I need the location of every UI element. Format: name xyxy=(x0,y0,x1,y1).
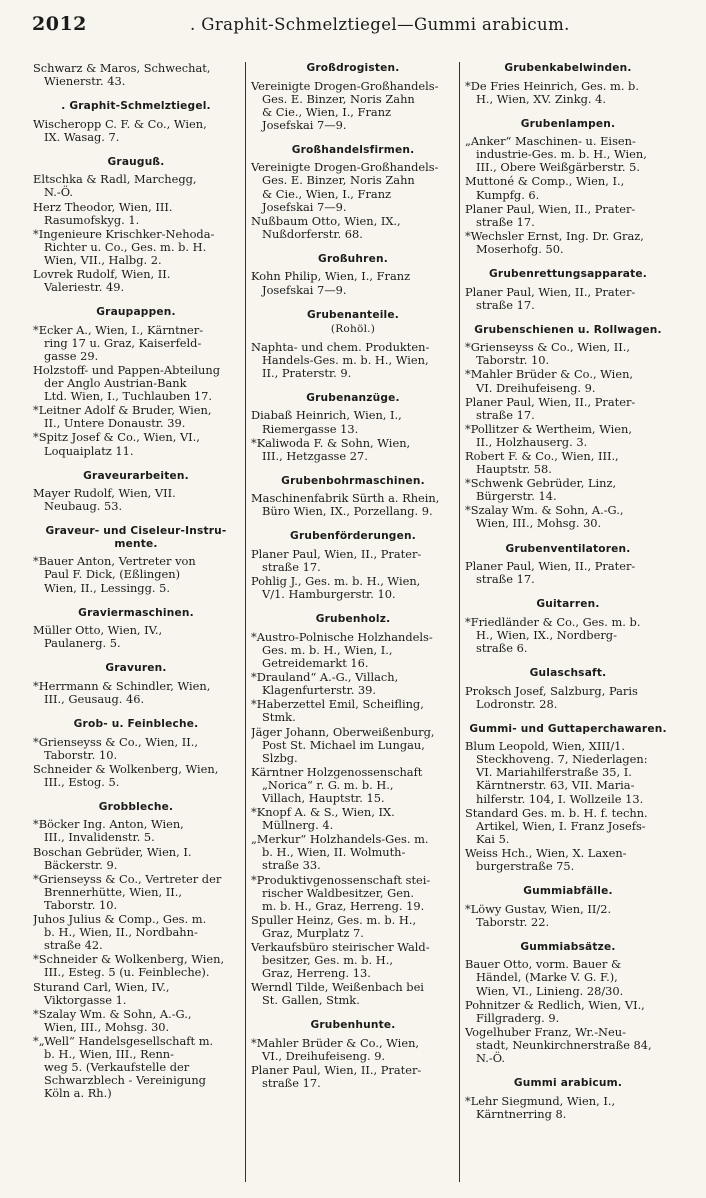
section-heading: Grubenanteile. xyxy=(307,308,399,321)
entry-address-line: III., Hetzgasse 27. xyxy=(262,448,368,463)
directory-entry xyxy=(465,368,671,394)
directory-entry xyxy=(251,548,455,574)
entry-address-line: III., Geusaug. 46. xyxy=(44,691,145,706)
entry-address-line: straße 17. xyxy=(476,572,535,587)
directory-entry xyxy=(33,763,239,789)
directory-entry xyxy=(33,268,239,294)
directory-entry xyxy=(251,631,455,670)
section-heading: Graviermaschinen. xyxy=(78,606,194,619)
entry-address-line: H., Wien, IX., Nordberg- xyxy=(476,627,617,642)
entry-firm-name: *Friedländer & Co., Ges. m. b. xyxy=(465,614,641,629)
section-heading: Grubenventilatoren. xyxy=(505,542,631,555)
entry-address-line: St. Gallen, Stmk. xyxy=(262,993,360,1008)
section-heading: Großdrogisten. xyxy=(306,62,400,74)
section-heading: Guitarren. xyxy=(536,598,600,611)
section-heading: Grubenbohrmaschinen. xyxy=(281,474,425,487)
entry-address-line: Paul F. Dick, (Eßlingen) xyxy=(44,567,181,582)
section-heading: Gummi- und Guttaperchawaren. xyxy=(469,722,667,735)
directory-entry xyxy=(465,504,671,530)
directory-entry xyxy=(251,1037,455,1063)
entry-firm-name: Naphta- und chem. Produkten- xyxy=(251,339,430,354)
entry-address-line: Richter u. Co., Ges. m. b. H. xyxy=(44,239,207,254)
entry-firm-name: Sturand Carl, Wien, IV., xyxy=(33,979,170,994)
entry-firm-name: Blum Leopold, Wien, XIII/1. xyxy=(465,739,626,754)
directory-entry xyxy=(251,409,455,435)
directory-entry xyxy=(251,671,455,697)
directory-entry xyxy=(33,846,239,872)
section-heading: Grob- u. Feinbleche. xyxy=(73,718,199,730)
entry-firm-name: *Grienseyss & Co., Vertreter der xyxy=(33,871,222,886)
entry-firm-name: Eltschka & Radl, Marchegg, xyxy=(33,172,197,187)
entry-firm-name: *Grienseyss & Co., Wien, II., xyxy=(33,734,198,749)
entry-address-line: Rasumofskyg. 1. xyxy=(44,212,140,227)
entry-address-line: Brennerhütte, Wien, II., xyxy=(44,884,182,899)
entry-address-line: Post St. Michael im Lungau, xyxy=(262,737,425,752)
entry-address-line: VI., Dreihufeiseng. 9. xyxy=(262,1049,386,1064)
entry-firm-name: Jäger Johann, Oberweißenburg, xyxy=(251,724,435,739)
directory-entry xyxy=(33,873,239,912)
entry-address-line: Büro Wien, IX., Porzellang. 9. xyxy=(262,504,433,519)
directory-entry xyxy=(465,450,671,476)
entry-firm-name: *Spitz Josef & Co., Wien, VI., xyxy=(33,430,200,445)
section-heading: Gravuren. xyxy=(105,662,167,675)
entry-address-line: VI. Dreihufeiseng. 9. xyxy=(476,380,596,395)
entry-firm-name: Bauer Otto, vorm. Bauer & xyxy=(465,957,622,972)
directory-entry xyxy=(33,736,239,762)
entry-address-line: b. H., Wien, II. Wolmuth- xyxy=(262,845,406,860)
entry-firm-name: Schwarz & Maros, Schwechat, xyxy=(33,62,211,75)
section-heading: Graveur- und Ciseleur-Instru-mente. xyxy=(45,525,227,550)
directory-entry xyxy=(465,80,671,106)
entry-address-line: Taborstr. 10. xyxy=(476,353,550,368)
directory-entry xyxy=(465,685,671,711)
directory-entry xyxy=(465,341,671,367)
entry-address-line: Köln a. Rh.) xyxy=(44,1086,112,1101)
directory-entry xyxy=(33,324,239,363)
entry-address-line: Getreidemarkt 16. xyxy=(262,656,369,671)
entry-firm-name: Verkaufsbüro steirischer Wald- xyxy=(251,940,430,954)
directory-entry xyxy=(33,173,239,199)
entry-address-line: Ltd. Wien, I., Tuchlauben 17. xyxy=(44,389,213,404)
section-heading: Gummiabsätze. xyxy=(520,940,616,953)
directory-entry xyxy=(465,423,671,449)
directory-entry xyxy=(251,698,455,724)
entry-address-line: Josefskai 7—9. xyxy=(262,282,347,297)
entry-address-line: Wien, III., Mohsg. 30. xyxy=(476,516,602,531)
entry-address-line: gasse 29. xyxy=(44,348,99,363)
section-heading: . Graphit-Schmelztiegel. xyxy=(61,100,211,113)
entry-address-line: III., Invalidenstr. 5. xyxy=(44,830,155,845)
directory-entry xyxy=(33,624,239,650)
entry-address-line: b. H., Wien, II., Nordbahn- xyxy=(44,925,198,940)
entry-address-line: Neubaug. 53. xyxy=(44,499,123,514)
directory-entry xyxy=(251,80,455,132)
entry-address-line: burgerstraße 75. xyxy=(476,859,575,874)
entry-address-line: straße 17. xyxy=(476,297,535,312)
entry-firm-name: Spuller Heinz, Ges. m. b. H., xyxy=(251,912,417,927)
entry-address-line: stadt, Neunkirchnerstraße 84, xyxy=(476,1037,652,1052)
entry-address-line: Wien, II., Lessingg. 5. xyxy=(44,580,170,595)
entry-address-line: VI. Mariahilferstraße 35, I. xyxy=(476,765,632,780)
entry-firm-name: *Leitner Adolf & Bruder, Wien, xyxy=(33,403,212,418)
entry-address-line: rischer Waldbesitzer, Gen. xyxy=(262,885,414,900)
directory-entry xyxy=(465,477,671,503)
entry-address-line: Wien, VII., Halbg. 2. xyxy=(44,252,162,267)
entry-address-line: Kärntnerstr. 63, VII. Maria- xyxy=(476,778,635,793)
entry-address-line: Graz, Murplatz 7. xyxy=(262,925,364,940)
entry-firm-name: *Drauland“ A.-G., Villach, xyxy=(251,670,399,685)
section-heading: Grubenförderungen. xyxy=(290,530,416,543)
entry-address-line: straße 17. xyxy=(476,214,535,229)
entry-firm-name: Vogelhuber Franz, Wr.-Neu- xyxy=(465,1024,626,1039)
directory-entry xyxy=(465,230,671,256)
directory-entry xyxy=(251,981,455,1007)
entry-address-line: Händel, (Marke V. G. F.), xyxy=(476,970,618,985)
directory-entry xyxy=(465,847,671,873)
entry-address-line: Wien, VI., Linieng. 28/30. xyxy=(476,983,624,998)
directory-entry xyxy=(33,431,239,457)
section-heading: Grubenhunte. xyxy=(310,1019,396,1032)
directory-entry xyxy=(251,941,455,980)
entry-firm-name: *Ecker A., Wien, I., Kärntner- xyxy=(33,322,204,337)
section-heading: Grobbleche. xyxy=(98,800,174,813)
directory-entry xyxy=(33,1035,239,1100)
directory-entry xyxy=(251,215,455,241)
entry-address-line: Bäckerstr. 9. xyxy=(44,857,118,872)
entry-firm-name: Pohnitzer & Redlich, Wien, VI., xyxy=(465,997,645,1012)
entry-address-line: Valeriestr. 49. xyxy=(44,280,125,295)
entry-firm-name: Pohlig J., Ges. m. b. H., Wien, xyxy=(251,574,421,589)
entry-firm-name: Muttoné & Comp., Wien, I., xyxy=(465,174,625,189)
section-heading: Grubenschienen u. Rollwagen. xyxy=(474,323,662,336)
entry-firm-name: Planer Paul, Wien, II., Prater- xyxy=(465,284,636,299)
entry-address-line: Nußdorferstr. 68. xyxy=(262,226,363,241)
entry-address-line: „Norica“ r. G. m. b. H., xyxy=(262,777,394,792)
directory-entry xyxy=(33,364,239,403)
directory-entry xyxy=(465,807,671,846)
entry-address-line: H., Wien, XV. Zinkg. 4. xyxy=(476,91,607,106)
entry-firm-name: Maschinenfabrik Sürth a. Rhein, xyxy=(251,491,440,506)
entry-address-line: & Cie., Wien, I., Franz xyxy=(262,104,392,119)
directory-entry xyxy=(251,575,455,601)
entry-address-line: III., Esteg. 5 (u. Feinbleche). xyxy=(44,965,210,980)
entry-firm-name: Herz Theodor, Wien, III. xyxy=(33,199,173,214)
entry-firm-name: Holzstoff- und Pappen-Abteilung xyxy=(33,363,220,377)
entry-firm-name: Diabaß Heinrich, Wien, I., xyxy=(251,408,402,423)
section-heading: Grubenanzüge. xyxy=(306,391,400,404)
entry-firm-name: Wischeropp C. F. & Co., Wien, xyxy=(33,116,207,131)
entry-firm-name: *Grienseyss & Co., Wien, II., xyxy=(465,340,630,355)
entry-address-line: II., Praterstr. 9. xyxy=(262,365,352,380)
entry-address-line: N.-Ö. xyxy=(476,1050,505,1065)
page-header xyxy=(30,10,680,40)
directory-entry xyxy=(465,1095,671,1121)
section-heading: Grubenholz. xyxy=(315,613,391,626)
entry-address-line: Stmk. xyxy=(262,710,296,725)
entry-firm-name: *De Fries Heinrich, Ges. m. b. xyxy=(465,78,639,93)
entry-firm-name: *Produktivgenossenschaft stei- xyxy=(251,872,431,887)
entry-address-line: II., Holzhauserg. 3. xyxy=(476,434,588,449)
entry-address-line: Fillgraderg. 9. xyxy=(476,1010,560,1025)
directory-entry xyxy=(33,680,239,706)
entry-address-line: weg 5. (Verkaufstelle der xyxy=(44,1060,190,1075)
entry-address-line: Riemergasse 13. xyxy=(262,421,359,436)
entry-address-line: Steckhoveng. 7, Niederlagen: xyxy=(476,752,648,767)
entry-firm-name: Kärntner Holzgenossenschaft xyxy=(251,764,423,779)
section-heading: Grubenkabelwinden. xyxy=(504,62,632,74)
entry-firm-name: *Schwenk Gebrüder, Linz, xyxy=(465,476,617,491)
entry-firm-name: Boschan Gebrüder, Wien, I. xyxy=(33,844,192,859)
entry-address-line: Viktorgasse 1. xyxy=(44,992,127,1007)
entry-firm-name: Juhos Julius & Comp., Ges. m. xyxy=(33,912,207,927)
entry-firm-name: *Böcker Ing. Anton, Wien, xyxy=(33,817,184,832)
directory-entry xyxy=(33,981,239,1007)
entry-address-line: Bürgerstr. 14. xyxy=(476,489,557,504)
directory-entry xyxy=(465,903,671,929)
entry-address-line: straße 42. xyxy=(44,938,103,953)
directory-entry xyxy=(251,806,455,832)
entry-address-line: der Anglo Austrian-Bank xyxy=(44,376,187,391)
section-heading: Grubenrettungsapparate. xyxy=(489,268,647,281)
entry-address-line: straße 17. xyxy=(262,560,321,575)
entry-address-line: Wien, III., Mohsg. 30. xyxy=(44,1019,170,1034)
directory-entry xyxy=(33,1008,239,1034)
section-heading: Grauguß. xyxy=(107,155,165,168)
entry-firm-name: Mayer Rudolf, Wien, VII. xyxy=(33,486,176,501)
entry-address-line: straße 17. xyxy=(262,1076,321,1091)
entry-address-line: Kärntnerring 8. xyxy=(476,1106,567,1121)
entry-firm-name: *Herrmann & Schindler, Wien, xyxy=(33,678,211,693)
entry-address-line: Taborstr. 22. xyxy=(476,914,550,929)
entry-firm-name: Schneider & Wolkenberg, Wien, xyxy=(33,761,219,776)
directory-entry xyxy=(33,953,239,979)
directory-entry xyxy=(465,286,671,312)
column-divider xyxy=(459,62,460,1182)
directory-entry xyxy=(33,201,239,227)
entry-address-line: industrie-Ges. m. b. H., Wien, xyxy=(476,147,647,162)
entry-firm-name: *Ingenieure Krischker-Nehoda- xyxy=(33,226,215,241)
running-title: . Graphit-Schmelztiegel—Gummi arabicum. xyxy=(190,15,570,34)
directory-entry xyxy=(251,270,455,296)
entry-firm-name: „Anker“ Maschinen- u. Eisen- xyxy=(465,134,636,149)
directory-entry xyxy=(251,726,455,765)
entry-address-line: & Cie., Wien, I., Franz xyxy=(262,186,392,201)
entry-firm-name: *Schneider & Wolkenberg, Wien, xyxy=(33,952,225,967)
directory-entry xyxy=(33,818,239,844)
entry-firm-name: *Mahler Brüder & Co., Wien, xyxy=(251,1035,420,1050)
directory-entry xyxy=(465,175,671,201)
column-divider xyxy=(245,62,246,1182)
entry-firm-name: Vereinigte Drogen-Großhandels- xyxy=(251,78,439,93)
column-3 xyxy=(465,62,671,1192)
entry-firm-name: *Knopf A. & S., Wien, IX. xyxy=(251,805,395,820)
entry-firm-name: „Merkur“ Holzhandels-Ges. m. xyxy=(251,832,429,847)
directory-entry xyxy=(465,958,671,997)
entry-firm-name: *Wechsler Ernst, Ing. Dr. Graz, xyxy=(465,228,644,243)
entry-firm-name: Planer Paul, Wien, II., Prater- xyxy=(465,559,636,574)
entry-address-line: Klagenfurterstr. 39. xyxy=(262,683,377,698)
entry-address-line: ring 17 u. Graz, Kaiserfeld- xyxy=(44,335,202,350)
directory-entry xyxy=(465,203,671,229)
entry-address-line: straße 17. xyxy=(476,407,535,422)
entry-firm-name: Vereinigte Drogen-Großhandels- xyxy=(251,160,439,175)
entry-address-line: IX. Wasag. 7. xyxy=(44,129,120,144)
directory-entry xyxy=(33,555,239,594)
directory-entry xyxy=(33,118,239,144)
entry-address-line: N.-Ö. xyxy=(44,185,73,200)
entry-firm-name: *„Well“ Handelsgesellschaft m. xyxy=(33,1033,214,1048)
section-heading: Gummiabfälle. xyxy=(523,885,613,898)
directory-entry xyxy=(33,913,239,952)
directory-entry xyxy=(251,874,455,913)
directory-entry xyxy=(251,341,455,380)
directory-entry xyxy=(465,135,671,174)
entry-firm-name: Proksch Josef, Salzburg, Paris xyxy=(465,683,638,698)
directory-entry xyxy=(33,487,239,513)
section-subheading: (Rohöl.) xyxy=(330,323,376,336)
entry-address-line: Wienerstr. 43. xyxy=(44,74,126,89)
entry-address-line: Slzbg. xyxy=(262,750,298,765)
entry-address-line: Artikel, Wien, I. Franz Josefs- xyxy=(476,818,646,833)
entry-address-line: V/1. Hamburgerstr. 10. xyxy=(262,587,396,602)
entry-address-line: Ges. m. b. H., Wien, I., xyxy=(262,642,393,657)
entry-address-line: b. H., Wien, III., Renn- xyxy=(44,1046,174,1061)
column-2 xyxy=(251,62,455,1192)
entry-address-line: Handels-Ges. m. b. H., Wien, xyxy=(262,352,429,367)
entry-address-line: straße 33. xyxy=(262,858,321,873)
entry-address-line: Kai 5. xyxy=(476,831,510,846)
entry-firm-name: *Austro-Polnische Holzhandels- xyxy=(251,629,433,644)
entry-address-line: Ges. E. Binzer, Noris Zahn xyxy=(262,173,415,188)
section-heading: Grubenlampen. xyxy=(520,117,616,130)
entry-address-line: Graz, Herreng. 13. xyxy=(262,966,371,981)
entry-address-line: m. b. H., Graz, Herreng. 19. xyxy=(262,898,425,913)
directory-entry xyxy=(33,228,239,267)
entry-address-line: Josefskai 7—9. xyxy=(262,117,347,132)
entry-address-line: Schwarzblech - Vereinigung xyxy=(44,1073,206,1088)
entry-address-line: Josefskai 7—9. xyxy=(262,199,347,214)
directory-entry xyxy=(33,62,239,88)
directory-entry xyxy=(251,161,455,213)
entry-firm-name: Weiss Hch., Wien, X. Laxen- xyxy=(465,845,627,860)
directory-entry xyxy=(465,1026,671,1065)
entry-address-line: Taborstr. 10. xyxy=(44,747,118,762)
entry-firm-name: *Mahler Brüder & Co., Wien, xyxy=(465,367,634,382)
section-heading: Graupappen. xyxy=(96,306,176,319)
directory-entry xyxy=(465,560,671,586)
page-number: 2012 xyxy=(32,13,87,35)
column-1 xyxy=(33,62,239,1192)
entry-address-line: III., Estog. 5. xyxy=(44,774,120,789)
entry-address-line: Villach, Hauptstr. 15. xyxy=(262,790,385,805)
section-heading: Gummi arabicum. xyxy=(513,1077,623,1090)
entry-firm-name: *Löwy Gustav, Wien, II/2. xyxy=(465,901,612,916)
directory-entry xyxy=(251,833,455,872)
directory-entry xyxy=(251,437,455,463)
entry-address-line: Ges. E. Binzer, Noris Zahn xyxy=(262,91,415,106)
entry-firm-name: *Szalay Wm. & Sohn, A.-G., xyxy=(465,503,624,518)
entry-firm-name: Robert F. & Co., Wien, III., xyxy=(465,448,619,463)
entry-address-line: Paulanerg. 5. xyxy=(44,636,121,651)
entry-address-line: besitzer, Ges. m. b. H., xyxy=(262,953,393,968)
entry-firm-name: Kohn Philip, Wien, I., Franz xyxy=(251,269,411,284)
directory-entry xyxy=(465,740,671,805)
entry-firm-name: *Bauer Anton, Vertreter von xyxy=(33,554,196,569)
directory-entry xyxy=(33,404,239,430)
entry-address-line: III., Obere Weißgärberstr. 5. xyxy=(476,160,641,175)
entry-address-line: straße 6. xyxy=(476,640,528,655)
entry-address-line: Loquaiplatz 11. xyxy=(44,443,134,458)
directory-entry xyxy=(465,616,671,655)
directory-entry xyxy=(465,396,671,422)
section-heading: Gulaschsaft. xyxy=(529,667,607,679)
directory-entry xyxy=(251,914,455,940)
section-heading: Großhandelsfirmen. xyxy=(291,143,415,156)
entry-firm-name: *Lehr Siegmund, Wien, I., xyxy=(465,1093,616,1108)
entry-firm-name: Planer Paul, Wien, II., Prater- xyxy=(251,546,422,561)
entry-address-line: Taborstr. 10. xyxy=(44,897,118,912)
entry-firm-name: Planer Paul, Wien, II., Prater- xyxy=(251,1063,422,1078)
entry-firm-name: Planer Paul, Wien, II., Prater- xyxy=(465,394,636,409)
entry-address-line: Hauptstr. 58. xyxy=(476,462,552,477)
entry-firm-name: Müller Otto, Wien, IV., xyxy=(33,623,163,638)
entry-address-line: hilferstr. 104, I. Wollzeile 13. xyxy=(476,791,644,806)
entry-address-line: II., Untere Donaustr. 39. xyxy=(44,416,186,431)
entry-firm-name: Nußbaum Otto, Wien, IX., xyxy=(251,213,401,228)
entry-firm-name: Planer Paul, Wien, II., Prater- xyxy=(465,201,636,216)
directory-entry xyxy=(251,1064,455,1090)
section-heading: Großuhren. xyxy=(318,252,388,265)
section-heading: Graveurarbeiten. xyxy=(83,469,189,482)
entry-address-line: Kumpfg. 6. xyxy=(476,187,540,202)
directory-entry xyxy=(465,999,671,1025)
entry-address-line: Lodronstr. 28. xyxy=(476,696,558,711)
entry-firm-name: *Pollitzer & Wertheim, Wien, xyxy=(465,421,632,436)
directory-entry xyxy=(251,766,455,805)
entry-firm-name: *Haberzettel Emil, Scheifling, xyxy=(251,697,424,712)
entry-address-line: Moserhofg. 50. xyxy=(476,241,564,256)
entry-firm-name: *Kaliwoda F. & Sohn, Wien, xyxy=(251,435,411,450)
entry-firm-name: *Szalay Wm. & Sohn, A.-G., xyxy=(33,1006,192,1021)
directory-entry xyxy=(251,492,455,518)
entry-firm-name: Werndl Tilde, Weißenbach bei xyxy=(251,980,424,995)
entry-firm-name: Standard Ges. m. b. H. f. techn. xyxy=(465,805,648,820)
entry-address-line: Müllnerg. 4. xyxy=(262,818,334,833)
entry-firm-name: Lovrek Rudolf, Wien, II. xyxy=(33,267,171,282)
